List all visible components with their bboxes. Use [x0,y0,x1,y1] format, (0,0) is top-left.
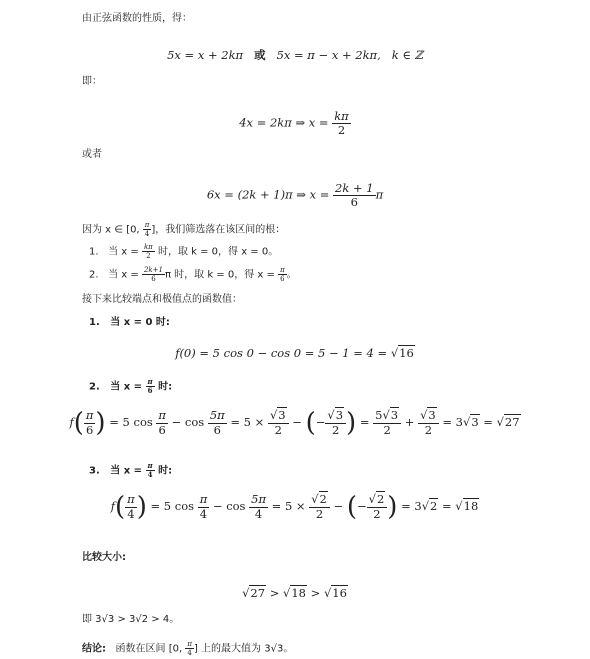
case2-den: 6 [147,386,153,396]
equation-2 [0,182,590,209]
case1-label: 当 x = 0 时: [110,317,170,328]
list2-pre: 当 x = [108,269,139,281]
case-2-heading [89,378,172,395]
case-3-equation: f( $\frac{\pi}{4}$ ) = 5 cos $\frac{\pi}{4}$ − cos $\frac{5\pi}{4}$ = 5 × $\frac{√2}{2}$ − (− $\frac{√2}{2}$ ) = 3√2 = √18 [110,492,479,522]
case3-pre: 当 x = [110,465,143,477]
because-text [82,221,285,238]
compare-b: 18 [291,586,306,600]
list2-den2: 6 [280,275,285,284]
eq1-fraction [332,110,351,137]
list2-fraction [142,266,165,283]
eq2-tail: π [375,187,384,202]
eq-main-right: 5x = π − x + 2kπ, [276,48,381,62]
because-den: 4 [144,230,150,239]
eq-main-left: 5x = x + 2kπ [167,48,244,62]
case-1-heading [89,316,170,330]
compare-equation: √27 > √18 > √16 [242,586,347,600]
next-text: 接下来比较端点和极值点的函数值： [82,294,242,305]
list1-post: 时，取 k = 0，得 x = 0。 [157,246,279,258]
because-num: π [144,221,150,229]
compare-c: 16 [332,586,347,600]
main-equation [0,47,590,63]
intro-text: 由正弦函数的性质，得： [82,13,192,24]
list1-pre: 当 x = [108,246,139,258]
list2-num2: π [280,266,285,274]
huozhe-text: 或者 [82,149,102,160]
case-2-equation: f( $\frac{\pi}{6}$ ) = 5 cos $\frac{\pi}{6}$ − cos $\frac{5\pi}{6}$ = 5 × $\frac{√3}{2}$ − (− $\frac{√3}{2}$ ) = $\frac{5√3}{2}$ + $\frac{√3}{2}$ = 3√3 = √27 [69,408,520,438]
list1-num: kπ [143,243,153,251]
conclusion-post: ] 上的最大值为 3√3。 [193,643,294,655]
list2-index: 2. [89,269,99,281]
compare-a: 27 [250,586,266,600]
list2-num: 2k+1 [143,266,163,274]
case3-index: 3. [89,465,100,477]
case3-num: π [147,461,153,470]
conclusion-pre: 函数在区间 [0, [115,643,183,655]
conclusion-den: 4 [187,649,192,658]
ji-text: 即： [82,76,102,87]
list1-index: 1. [89,246,99,258]
case2-index: 2. [89,381,100,393]
eq1-left: 4x = 2kπ ⇒ x = [239,115,329,130]
eq2-left: 6x = (2k + 1)π ⇒ x = [206,187,330,202]
list2-mid: π 时，取 k = 0，得 x = [164,269,275,281]
case-3-heading [89,462,172,479]
list1-fraction [142,243,155,260]
so-line: 即 3√3 > 3√2 > 4。 [82,614,180,625]
eq2-fraction [333,182,376,209]
list2-fraction-2 [278,266,287,283]
eq1-den: 2 [337,123,346,138]
because-pre: 因为 x ∈ [0, [82,224,140,236]
list2-end: 。 [286,269,297,281]
eq-main-or: 或 [254,48,266,62]
equation-1 [0,110,590,137]
conclusion-num: π [187,640,192,648]
case2-pre: 当 x = [110,381,143,393]
eq-main-set: k ∈ ℤ [391,48,423,62]
case3-post: 时: [158,465,173,477]
list-item-2 [89,266,297,283]
case3-den: 4 [147,470,153,480]
eq2-num: 2k + 1 [335,181,374,195]
eq2-den: 6 [350,195,358,210]
because-post: ]，我们筛选落在该区间的根： [151,224,286,236]
case1-index: 1. [89,317,100,328]
case2-num: π [147,377,153,386]
case2-post: 时: [158,381,173,393]
conclusion [82,640,293,657]
case3-fraction [146,462,155,479]
list2-den: 6 [151,275,156,284]
case-1-equation: f(0) = 5 cos 0 − cos 0 = 5 − 1 = 4 = √16 [175,346,414,360]
list-item-1 [89,243,278,260]
case2-fraction [146,378,155,395]
case1-sqrt: 16 [399,346,414,360]
list1-den: 2 [146,252,151,261]
compare-title: 比较大小: [82,552,126,563]
case1-eq: f(0) = 5 cos 0 − cos 0 = 5 − 1 = 4 = [175,346,388,360]
conclusion-fraction [185,640,194,657]
eq1-num: kπ [334,109,349,123]
conclusion-label: 结论: [82,643,106,655]
